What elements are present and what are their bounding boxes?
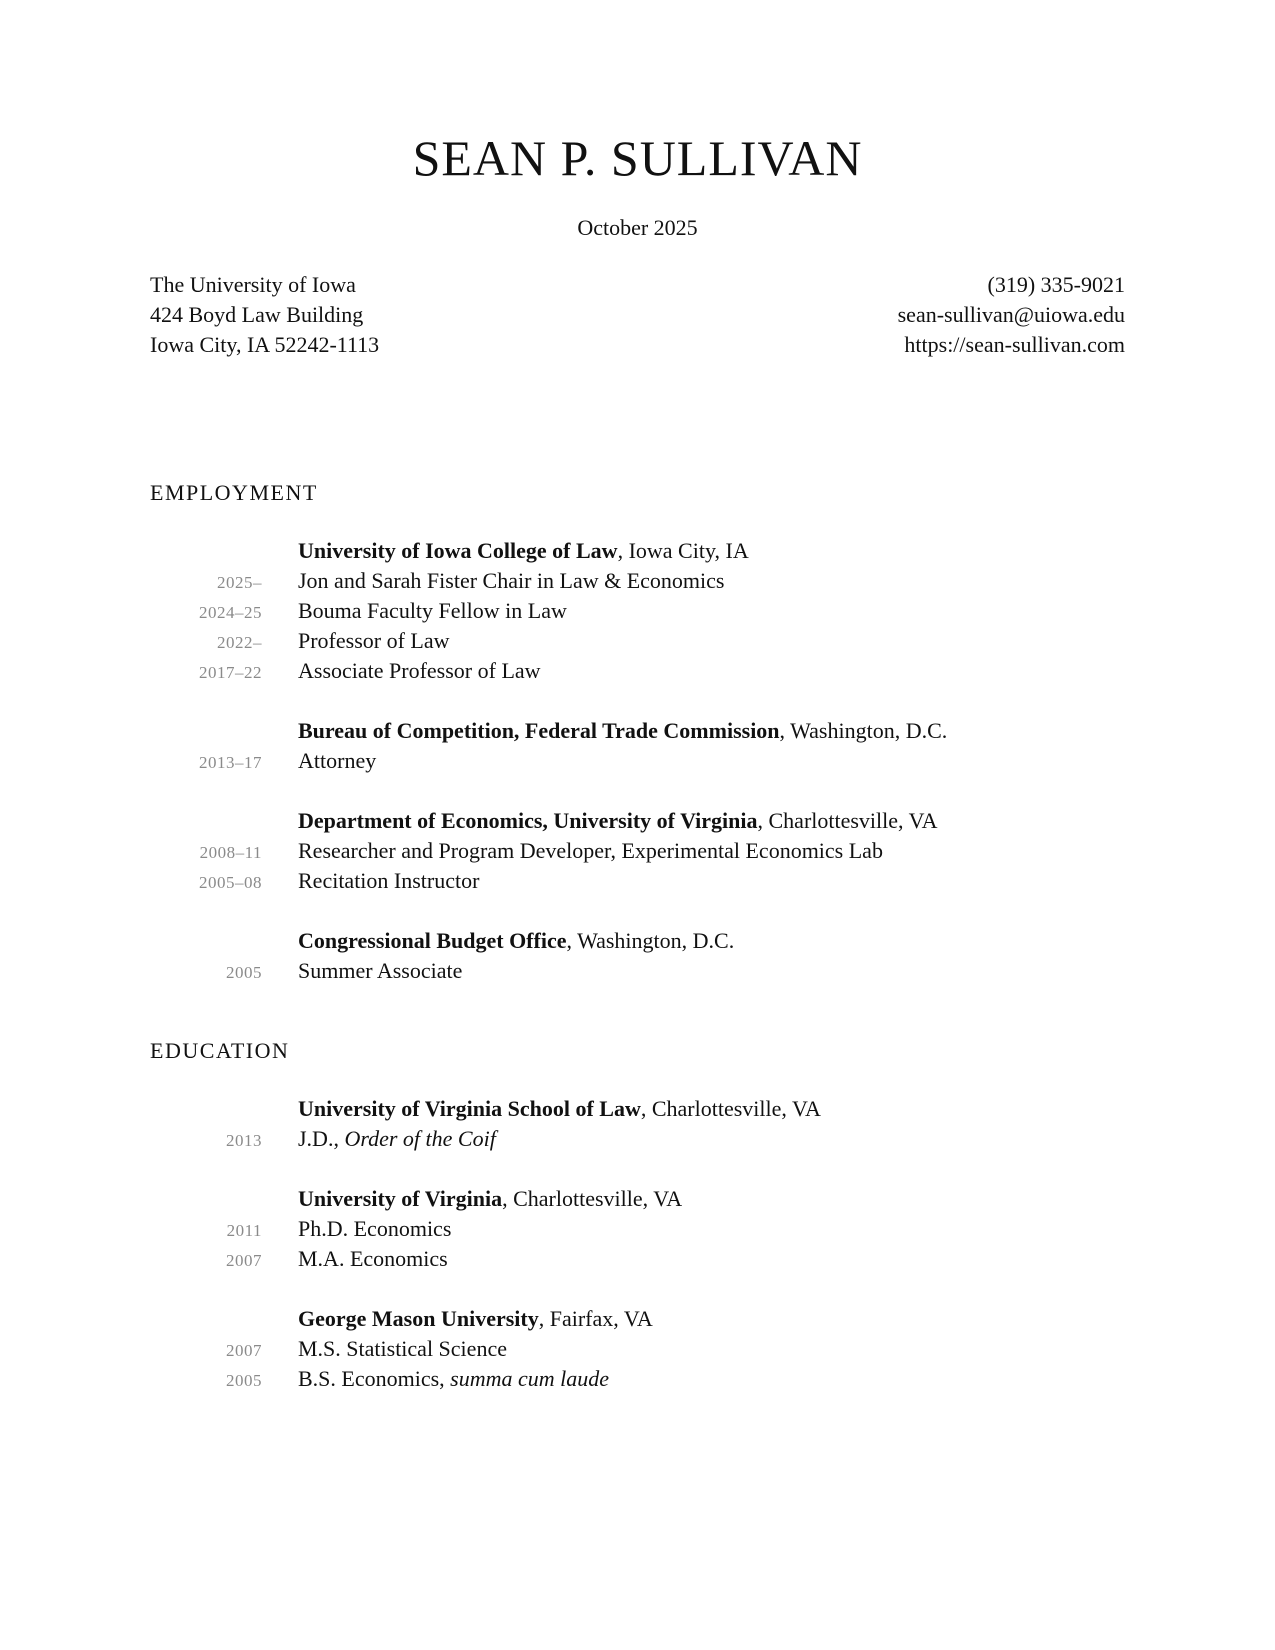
phone-number: (319) 335-9021 bbox=[987, 272, 1125, 297]
degree-title: J.D., bbox=[298, 1126, 345, 1151]
role-row bbox=[0, 866, 1275, 896]
employment-entry bbox=[0, 926, 1275, 986]
org-line bbox=[0, 1184, 1275, 1214]
role-title: Summer Associate bbox=[298, 958, 463, 983]
degree-honor: Order of the Coif bbox=[344, 1126, 496, 1151]
org-location: , Charlottesville, VA bbox=[502, 1186, 683, 1211]
role-title: Jon and Sarah Fister Chair in Law & Economics bbox=[298, 568, 725, 593]
role-title: Associate Professor of Law bbox=[298, 658, 541, 683]
address-line: 424 Boyd Law Building bbox=[150, 302, 364, 327]
role-year: 2005 bbox=[226, 963, 262, 982]
degree-row bbox=[0, 1124, 1275, 1154]
degree-honor: summa cum laude bbox=[450, 1366, 610, 1391]
role-title: Bouma Faculty Fellow in Law bbox=[298, 598, 567, 623]
employment-heading: EMPLOYMENT bbox=[150, 480, 318, 505]
org-name: Bureau of Competition, Federal Trade Commission bbox=[298, 718, 780, 743]
role-year: 2022– bbox=[217, 633, 262, 652]
degree-row bbox=[0, 1364, 1275, 1394]
org-line bbox=[0, 1094, 1275, 1124]
education-entry bbox=[0, 1184, 1275, 1274]
role-row bbox=[0, 626, 1275, 656]
role-row bbox=[0, 566, 1275, 596]
org-location: , Washington, D.C. bbox=[566, 928, 735, 953]
contact-info bbox=[898, 270, 1125, 360]
org-line bbox=[0, 716, 1275, 746]
role-row bbox=[0, 596, 1275, 626]
education-entry bbox=[0, 1094, 1275, 1154]
cv-date: October 2025 bbox=[577, 215, 698, 240]
degree-row bbox=[0, 1334, 1275, 1364]
org-name: Congressional Budget Office bbox=[298, 928, 567, 953]
degree-year: 2007 bbox=[226, 1341, 262, 1360]
role-row bbox=[0, 746, 1275, 776]
org-location: , Washington, D.C. bbox=[779, 718, 948, 743]
role-year: 2017–22 bbox=[199, 663, 262, 682]
role-row bbox=[0, 836, 1275, 866]
page-title: SEAN P. SULLIVAN bbox=[412, 130, 863, 186]
degree-title: M.A. Economics bbox=[298, 1246, 448, 1271]
degree-year: 2011 bbox=[226, 1221, 262, 1240]
role-title: Recitation Instructor bbox=[298, 868, 480, 893]
employment-section bbox=[0, 536, 1275, 1016]
degree-title: Ph.D. Economics bbox=[298, 1216, 452, 1241]
role-year: 2005–08 bbox=[199, 873, 262, 892]
role-title: Attorney bbox=[298, 748, 377, 773]
role-year: 2024–25 bbox=[199, 603, 262, 622]
role-row bbox=[0, 956, 1275, 986]
role-row bbox=[0, 656, 1275, 686]
education-heading: EDUCATION bbox=[150, 1038, 290, 1063]
degree-title: B.S. Economics, bbox=[298, 1366, 451, 1391]
role-year: 2008–11 bbox=[199, 843, 262, 862]
role-title: Professor of Law bbox=[298, 628, 450, 653]
org-location: , Charlottesville, VA bbox=[757, 808, 938, 833]
org-name: George Mason University bbox=[298, 1306, 539, 1331]
degree-title: M.S. Statistical Science bbox=[298, 1336, 507, 1361]
address-line: Iowa City, IA 52242-1113 bbox=[150, 332, 380, 357]
degree-row bbox=[0, 1244, 1275, 1274]
employment-entry bbox=[0, 536, 1275, 686]
org-name: University of Virginia bbox=[298, 1186, 503, 1211]
education-section bbox=[0, 1094, 1275, 1424]
org-line bbox=[0, 926, 1275, 956]
org-line bbox=[0, 806, 1275, 836]
degree-year: 2005 bbox=[226, 1371, 262, 1390]
org-line bbox=[0, 1304, 1275, 1334]
employment-entry bbox=[0, 716, 1275, 776]
website-link[interactable]: https://sean-sullivan.com bbox=[904, 332, 1125, 357]
org-name: University of Iowa College of Law bbox=[298, 538, 618, 563]
education-entry bbox=[0, 1304, 1275, 1394]
degree-year: 2007 bbox=[226, 1251, 262, 1270]
org-line bbox=[0, 536, 1275, 566]
role-year: 2013–17 bbox=[199, 753, 262, 772]
degree-year: 2013 bbox=[226, 1131, 262, 1150]
employment-entry bbox=[0, 806, 1275, 896]
degree-row bbox=[0, 1214, 1275, 1244]
email-link[interactable]: sean-sullivan@uiowa.edu bbox=[897, 302, 1125, 327]
org-location: , Fairfax, VA bbox=[538, 1306, 653, 1331]
org-location: , Iowa City, IA bbox=[617, 538, 749, 563]
org-name: Department of Economics, University of Virginia bbox=[298, 808, 758, 833]
address-line: The University of Iowa bbox=[150, 272, 356, 297]
role-title: Researcher and Program Developer, Experimental Economics Lab bbox=[298, 838, 883, 863]
org-name: University of Virginia School of Law bbox=[298, 1096, 641, 1121]
role-year: 2025– bbox=[217, 573, 262, 592]
org-location: , Charlottesville, VA bbox=[640, 1096, 821, 1121]
mailing-address bbox=[150, 270, 379, 360]
